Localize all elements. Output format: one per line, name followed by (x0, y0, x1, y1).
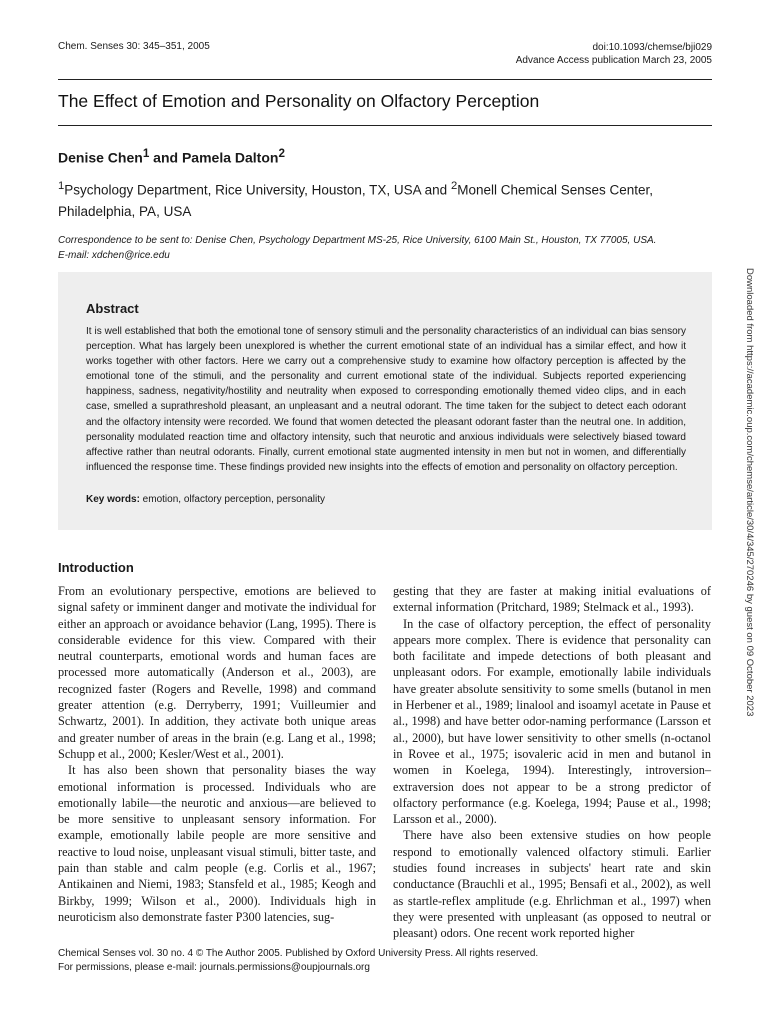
title-rule (58, 125, 712, 126)
article-doi-block (516, 41, 712, 67)
correspondence (58, 233, 712, 263)
paragraph: In the case of olfactory perception, the effect of personality appears more complex. There is evidence that personality can both facilitate and impede detections of both pleasant and unpleasant odors. For example, emotionally labile individuals have greater absolute sensitivity to some smells (butanol in men in Herbener et al., 1989; linalool and isoamyl acetate in Pause et al., 1998) and have better odor-naming performance (Larsson et al., 2000), but have lower sensitivity to other smells (n-octanol in Rovee et al., 1975; isovaleric acid in men and butanol in women in Koelega, 1994). Interestingly, introversion–extraversion does not appear to be a strong predictor of olfactory performance (e.g. Koelega, 1994; Pause et al., 1998; Larsson et al., 2000). (393, 616, 711, 827)
paragraph: There have also been extensive studies on how people respond to emotionally valenced olfactory stimuli. Earlier studies found increases in subjects' heart rate and skin conductance (Brauchli et al., 1995; Bensafi et al., 2002), as well as startle-reflex amplitude (e.g. Ehrlichman et al., 1997) when they were presented with unpleasant (as opposed to neutral or pleasant) odors. One recent work reported higher (393, 828, 711, 941)
journal-reference: Chem. Senses 30: 345–351, 2005 (58, 41, 210, 52)
download-watermark: Downloaded from https://academic.oup.com/chemse/article/30/4/345/270246 by guest on 09 October 2023 (744, 268, 755, 717)
abstract-text: It is well established that both the emotional tone of sensory stimuli and the personality characteristics of an individual can bias sensory perception. What has largely been unexplored is whether the current emotional state of an individual has a similar effect, and how it works together with other factors. Here we carry out a comprehensive study to examine how olfactory perception is affected by the emotional tone of the stimuli, and the personality and current emotional state of the individual. Subjects reported experiencing happiness, sadness, negativity/hostility and neutrality when exposed to corresponding emotionally themed video clips, and in each case, smelled a suprathreshold pleasant, an unpleasant and a neutral odorant. The time taken for the subject to detect each odorant and the olfactory intensity were recorded. We found that women detected the pleasant odorant faster than the neutral one. In addition, personality modulated reaction time and olfactory intensity, such that neurotic and anxious individuals were selectively biased toward affective rather than neutral odorants. Finally, current emotional state augmented intensity in men but not in women, and differentially influenced the response time. These findings provided new insights into the effects of emotion and personality on olfactory perception. (86, 326, 686, 473)
affil-1: Psychology Department, Rice University, Houston, TX, USA and (64, 182, 451, 198)
advance-access-date: Advance Access publication March 23, 2005 (515, 55, 712, 66)
author-1: Denise Chen (58, 149, 143, 166)
permissions-line: For permissions, please e-mail: journals.permissions@oupjournals.org (58, 962, 370, 973)
introduction-heading: Introduction (58, 560, 134, 575)
author-2: Pamela Dalton (181, 149, 279, 166)
author-1-affil-mark: 1 (142, 147, 150, 160)
abstract-heading: Abstract (86, 301, 139, 316)
correspondence-email[interactable]: E-mail: xdchen@rice.edu (58, 250, 170, 261)
article-title: The Effect of Emotion and Personality on Olfactory Perception (58, 91, 540, 111)
paragraph: It has also been shown that personality biases the way emotional information is processed. Individuals who are emotionally labile—the neurotic and anxious—are believed to be more sensitive to unpleasant sensory information. For example, emotionally labile people are more sensitive and reactive to loud noise, unpleasant visual stimuli, bitter taste, and pain than stable and calm people (e.g. Corlis et al., 1967; Antikainen and Niemi, 1983; Stansfeld et al., 1985; Keogh and Birkby, 1999; Wilson et al., 2000). Individuals high in neuroticism also demonstrate faster P300 latencies, sug- (58, 763, 376, 924)
keywords (86, 494, 325, 505)
affil-2-mark: 2 (450, 180, 458, 192)
body-column-left (58, 583, 376, 925)
affiliations (58, 176, 712, 222)
paragraph: From an evolutionary perspective, emotions are believed to signal safety or imminent danger and motivate the individual for either an approach or avoidance behavior (Lang, 1995). There is considerable evidence for this view. Compared with their neutral counterparts, emotional words and human faces are processed more automatically (Anderson et al., 2003), are recognized faster (Rogers and Revelle, 1998) and command greater attention (e.g. Derryberry, 1991; Vuilleumier and Schwartz, 2001). In addition, they activate both unique areas and greater number of areas in the brain (e.g. Lang et al., 1998; Schupp et al., 2000; Kesler/West et al., 2001). (58, 584, 376, 761)
body-column-right (393, 583, 711, 942)
author-line (58, 147, 285, 166)
doi[interactable]: doi:10.1093/chemse/bji029 (592, 42, 712, 53)
correspondence-address: Correspondence to be sent to: Denise Chen, Psychology Department MS-25, Rice University, 6100 Main St., Houston, TX 77005, USA. (58, 235, 657, 246)
author-2-affil-mark: 2 (278, 147, 285, 160)
author-conjunction: and (149, 149, 182, 166)
top-rule (58, 79, 712, 80)
keywords-list: emotion, olfactory perception, personality (139, 494, 326, 505)
copyright-footer (58, 947, 538, 975)
affil-1-mark: 1 (58, 180, 65, 192)
affil-2: Monell Chemical Senses Center, Philadelphia, PA, USA (58, 182, 654, 219)
paragraph: gesting that they are faster at making initial evaluations of external information (Pritchard, 1989; Stelmack et al., 1993). (393, 584, 711, 615)
copyright-line: Chemical Senses vol. 30 no. 4 © The Author 2005. Published by Oxford University Press. All rights reserved. (58, 948, 539, 959)
keywords-label: Key words: (86, 494, 140, 505)
